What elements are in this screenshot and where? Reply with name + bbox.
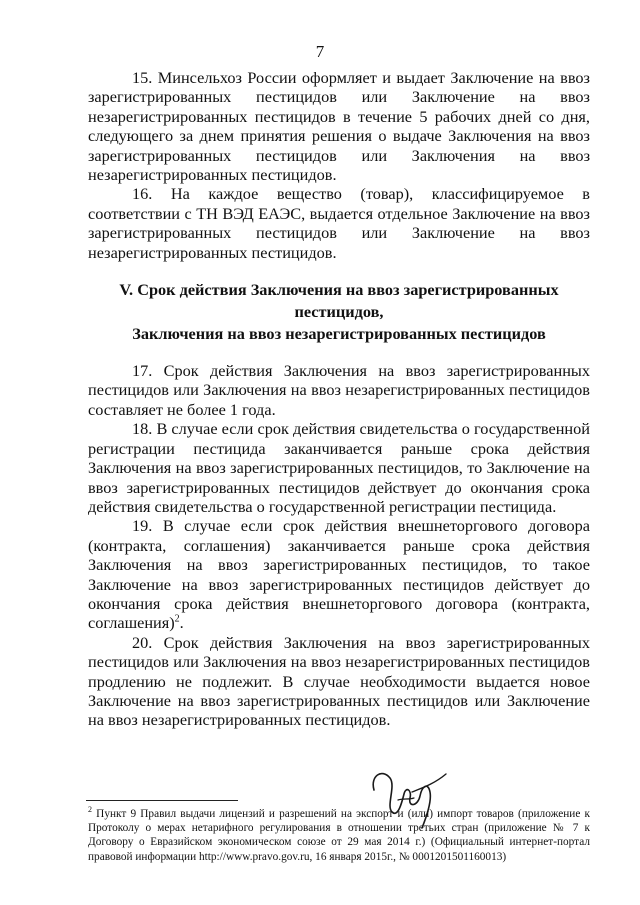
paragraph-19 <box>88 516 590 632</box>
section-v-heading-line2: Заключения на ввоз незарегистрированных пестицидов <box>132 324 546 344</box>
paragraph-19-end: . <box>179 613 184 633</box>
document-body <box>88 68 590 730</box>
footnote-text: Пункт 9 Правил выдачи лицензий и разрешений на экспорт и (или) импорт товаров (приложение к Протоколу о мерах нетарифного регулирования в отношении третьих стран (приложение № 7 к Договору о Евразийском экономическом союзе от 29 мая 2014 г.) (Официальный интернет-портал правовой информации http://www.pravo.gov.ru, 16 января 2015г., № 0001201501160013) <box>88 808 590 863</box>
paragraph-19-text: 19. В случае если срок действия внешнеторгового договора (контракта, соглашения) заканчивается раньше срока действия Заключения на ввоз зарегистрированных пестицидов, то такое Заключение на ввоз зарегистрированных пестицидов действует до окончания срока действия внешнеторгового договора (контракта, соглашения) <box>88 516 590 633</box>
section-v-heading-line1: V. Срок действия Заключения на ввоз зарегистрированных пестицидов, <box>119 280 559 322</box>
paragraph-16: 16. На каждое вещество (товар), классифицируемое в соответствии с ТН ВЭД ЕАЭС, выдается отдельное Заключение на ввоз зарегистрированных пестицидов или Заключение на ввоз незарегистрированных пестицидов. <box>88 184 590 262</box>
footnote-divider <box>86 800 238 801</box>
paragraph-15: 15. Минсельхоз России оформляет и выдает Заключение на ввоз зарегистрированных пестицидов или Заключение на ввоз незарегистрированных пестицидов в течение 5 рабочих дней со дня, следующего за днем принятия решения о выдаче Заключения на ввоз зарегистрированных пестицидов или Заключения на ввоз незарегистрированных пестицидов. <box>88 68 590 185</box>
page-number: 7 <box>315 42 325 61</box>
paragraph-18: 18. В случае если срок действия свидетельства о государственной регистрации пестицида заканчивается раньше срока действия Заключения на ввоз зарегистрированных пестицидов, то Заключение на ввоз зарегистрированных пестицидов действует до окончания срока действия свидетельства о государственной регистрации пестицида. <box>88 419 590 516</box>
footnote-marker: 2 <box>88 805 92 815</box>
paragraph-20: 20. Срок действия Заключения на ввоз зарегистрированных пестицидов или Заключения на ввоз незарегистрированных пестицидов продлению не подлежит. В случае необходимости выдается новое Заключение на ввоз зарегистрированных пестицидов или Заключение на ввоз незарегистрированных пестицидов. <box>88 632 590 730</box>
footnote-reference: 2 <box>174 613 180 625</box>
section-v-heading <box>88 279 590 345</box>
paragraph-17: 17. Срок действия Заключения на ввоз зарегистрированных пестицидов или Заключения на ввоз незарегистрированных пестицидов составляет не более 1 года. <box>88 361 590 419</box>
footnote-2 <box>88 807 590 864</box>
